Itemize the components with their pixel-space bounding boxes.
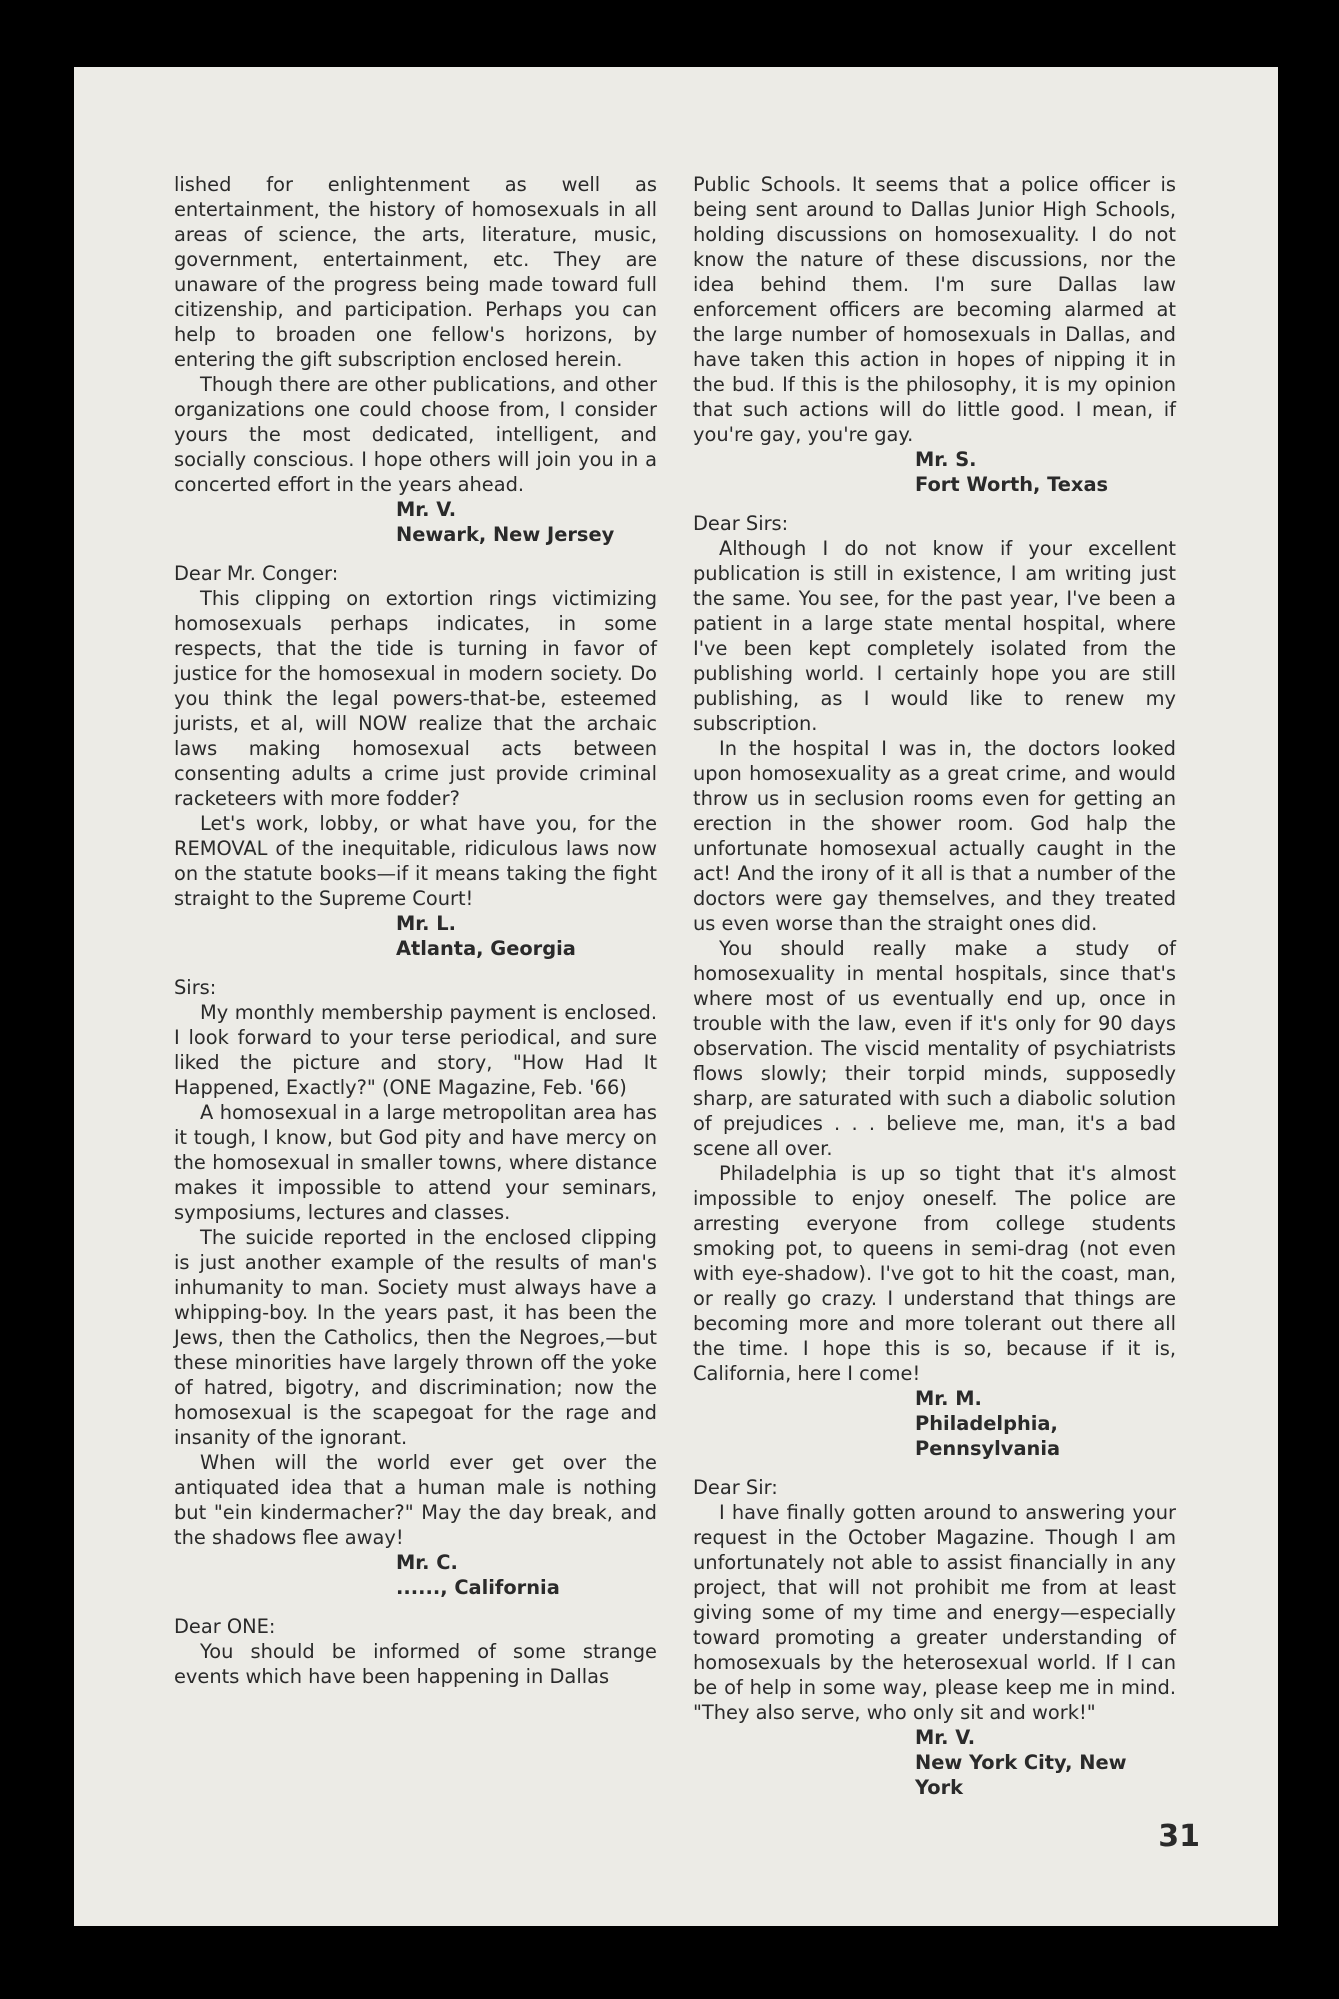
salutation: Dear Sir: — [693, 1476, 778, 1499]
paragraph: You should be informed of some strange events which have been happening in Dallas — [174, 1640, 657, 1688]
magazine-page — [74, 67, 1278, 1926]
paragraph: When will the world ever get over the antiquated idea that a human male is nothing but "ein kindermacher?" May the day break, and the shadows flee away! — [174, 1451, 657, 1549]
paragraph: Public Schools. It seems that a police officer is being sent around to Dallas Junior High Schools, holding discussions on homosexuality. I do not know the nature of these discussions, nor the idea behind them. I'm sure Dallas law enforcement officers are becoming alarmed at the large number of homosexuals in Dallas, and have taken this action in hopes of nipping it in the bud. If this is the philosophy, it is my opinion that such actions will do little good. I mean, if you're gay, you're gay. — [693, 173, 1176, 446]
left-column — [174, 172, 657, 1689]
paragraph: Though there are other publications, and other organizations one could choose from, I consider yours the most dedicated, intelligent, and socially conscious. I hope others will join you in a concerted effort in the years ahead. — [174, 373, 657, 496]
salutation: Dear Mr. Conger: — [174, 562, 339, 585]
letter-body — [174, 1639, 657, 1689]
signature-place: Atlanta, Georgia — [396, 937, 576, 960]
letter-body — [174, 586, 657, 911]
letter-body — [174, 1000, 657, 1550]
salutation: Dear ONE: — [174, 1615, 276, 1638]
signature-place: Newark, New Jersey — [396, 523, 615, 546]
letter-body — [174, 172, 657, 497]
salutation: Sirs: — [174, 976, 217, 999]
page-number: 31 — [1158, 1819, 1200, 1854]
paragraph: In the hospital I was in, the doctors looked upon homosexuality as a great crime, and would throw us in seclusion rooms even for getting an erection in the shower room. God halp the unfortunate homosexual actually caught in the act! And the irony of it all is that a number of the doctors were gay themselves, and they treated us even worse than the straight ones did. — [693, 737, 1176, 935]
paragraph: This clipping on extortion rings victimizing homosexuals perhaps indicates, in some respects, that the tide is turning in favor of justice for the homosexual in modern society. Do you think the legal powers-that-be, esteemed jurists, et al, will NOW realize that the archaic laws making homosexual acts between consenting adults a crime just provide criminal racketeers with more fodder? — [174, 587, 657, 810]
salutation: Dear Sirs: — [693, 512, 789, 535]
signature-place: Fort Worth, Texas — [915, 473, 1109, 496]
paragraph: A homosexual in a large metropolitan area has it tough, I know, but God pity and have mercy on the homosexual in smaller towns, where distance makes it impossible to attend your seminars, symposiums, lectures and classes. — [174, 1101, 657, 1224]
signature-name: Mr. M. — [915, 1387, 982, 1410]
paragraph: lished for enlightenment as well as entertainment, the history of homosexuals in all areas of science, the arts, literature, music, government, entertainment, etc. They are unaware of the progress being made toward full citizenship, and participation. Perhaps you can help to broaden one fellow's horizons, by entering the gift subscription enclosed herein. — [174, 173, 657, 371]
right-column — [693, 172, 1176, 1800]
signature-place: Philadelphia, Pennsylvania — [915, 1412, 1061, 1460]
paragraph: Let's work, lobby, or what have you, for the REMOVAL of the inequitable, ridiculous laws now on the statute books—if it means taking the fight straight to the Supreme Court! — [174, 812, 657, 910]
signature-name: Mr. L. — [396, 912, 456, 935]
paragraph: My monthly membership payment is enclosed. I look forward to your terse periodical, and sure liked the picture and story, "How Had It Happened, Exactly?" (ONE Magazine, Feb. '66) — [174, 1001, 657, 1099]
paragraph: The suicide reported in the enclosed clipping is just another example of the results of man's inhumanity to man. Society must always have a whipping-boy. In the years past, it has been the Jews, then the Catholics, then the Negroes,—but these minorities have largely thrown off the yoke of hatred, bigotry, and discrimination; now the homosexual is the scapegoat for the rage and insanity of the ignorant. — [174, 1226, 657, 1449]
signature-place: New York City, New York — [915, 1751, 1127, 1799]
signature-name: Mr. V. — [396, 498, 457, 521]
signature-name: Mr. V. — [915, 1726, 976, 1749]
paragraph: I have finally gotten around to answering your request in the October Magazine. Though I am unfortunately not able to assist financially in any project, that will not prohibit me from at least giving some of my time and energy—especially toward promoting a greater understanding of homosexuals by the heterosexual world. If I can be of help in some way, please keep me in mind. "They also serve, who only sit and work!" — [693, 1501, 1176, 1724]
letter-body — [693, 1500, 1176, 1725]
signature-place: ......, California — [396, 1576, 560, 1599]
paragraph: Philadelphia is up so tight that it's almost impossible to enjoy oneself. The police are arresting everyone from college students smoking pot, to queens in semi-drag (not even with eye-shadow). I've got to hit the coast, man, or really go crazy. I understand that things are becoming more and more tolerant out there all the time. I hope this is so, because if it is, California, here I come! — [693, 1162, 1176, 1385]
letter-body — [693, 172, 1176, 447]
paragraph: You should really make a study of homosexuality in mental hospitals, since that's where most of us eventually end up, once in trouble with the law, even if it's only for 90 days observation. The viscid mentality of psychiatrists flows slowly; their torpid minds, supposedly sharp, are saturated with such a diabolic solution of prejudices . . . believe me, man, it's a bad scene all over. — [693, 937, 1176, 1160]
signature-name: Mr. S. — [915, 448, 977, 471]
letter-body — [693, 536, 1176, 1386]
paragraph: Although I do not know if your excellent publication is still in existence, I am writing just the same. You see, for the past year, I've been a patient in a large state mental hospital, where I've been kept completely isolated from the publishing world. I certainly hope you are still publishing, as I would like to renew my subscription. — [693, 537, 1176, 735]
signature-name: Mr. C. — [396, 1551, 458, 1574]
